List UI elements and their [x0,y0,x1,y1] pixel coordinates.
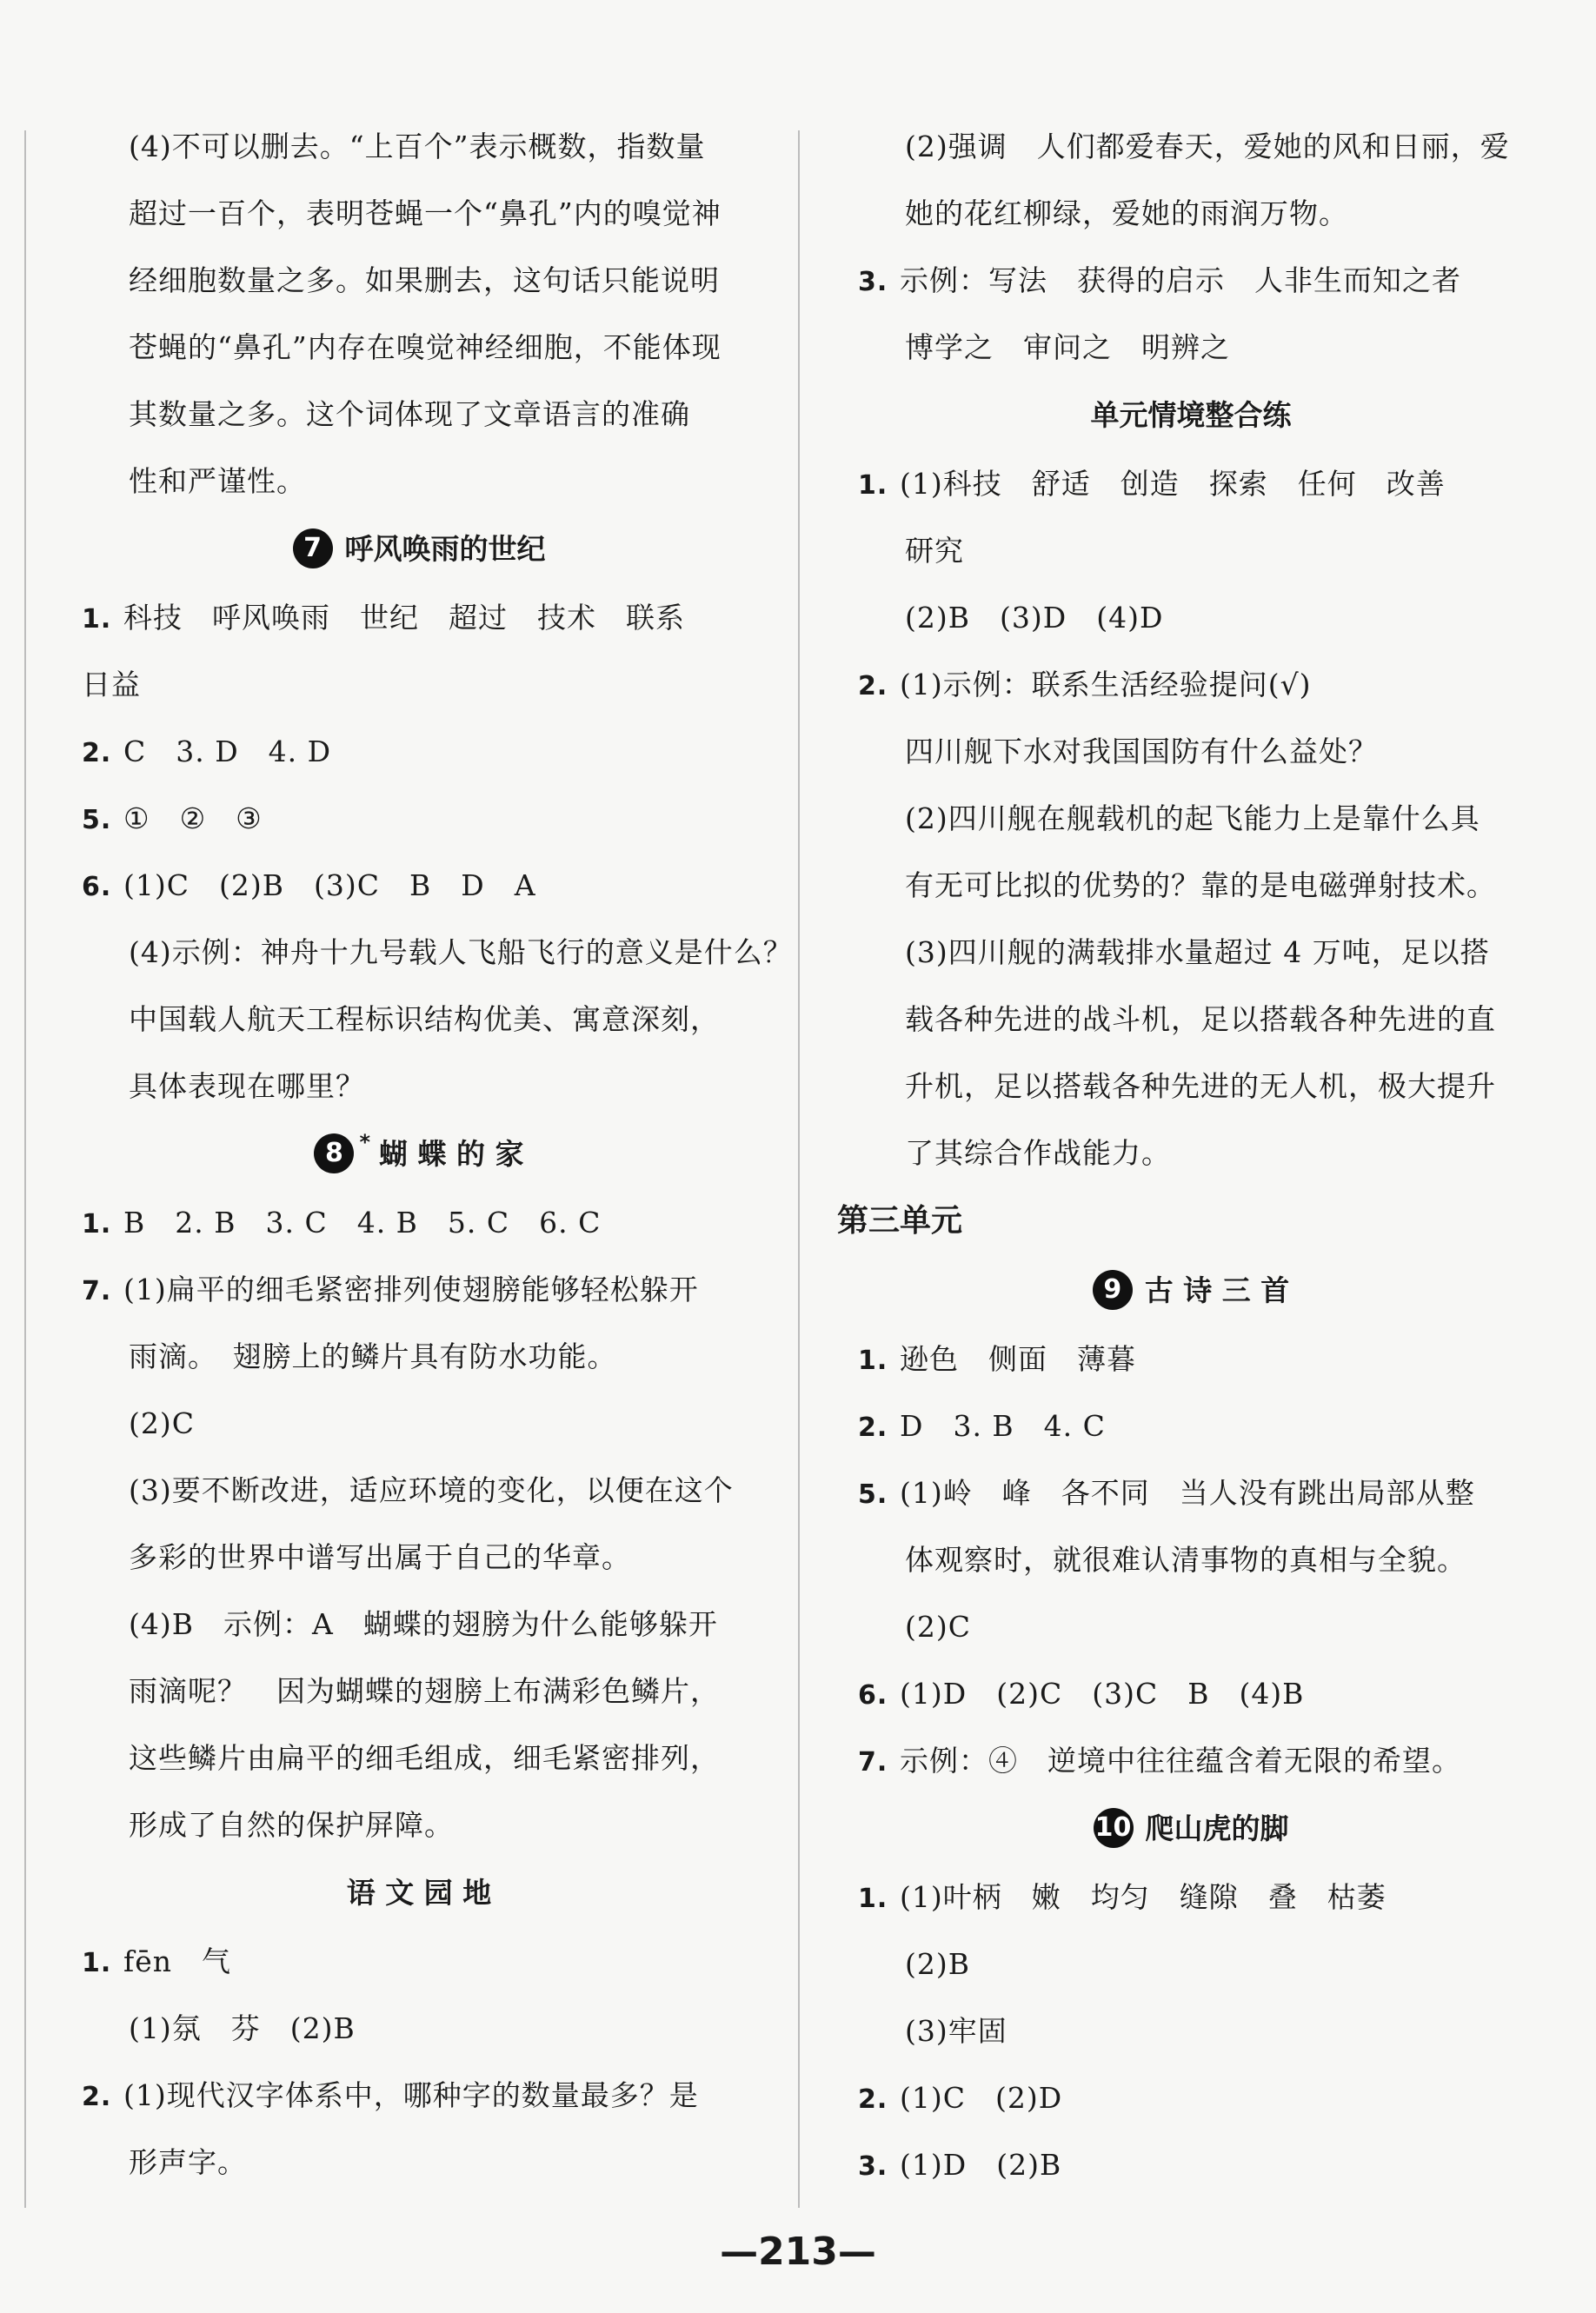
answer-item [848,1326,1534,1392]
left-margin-rule [24,130,26,2208]
answer-item [848,1459,1534,1526]
answer-text: C 3. D 4. D [123,734,332,768]
right-column [837,113,1534,2198]
answer-item [848,2131,1534,2198]
answer-continuation: (4)B 示例：A 蝴蝶的翅膀为什么能够躲开 [129,1607,718,1641]
answer-text: ① ② ③ [123,801,263,835]
answer-item [71,1928,767,1995]
question-number: 2. [82,2082,112,2112]
question-number: 1. [858,1884,888,1914]
answer-continuation: 有无可比拟的优势的？靠的是电磁弹射技术。 [905,868,1496,902]
answer-continuation: 经细胞数量之多。如果删去，这句话只能说明 [129,263,720,297]
answer-item [848,450,1534,517]
answer-continuation: 这些鳞片由扁平的细毛组成，细毛紧密排列， [129,1741,720,1775]
answer-text: (1)D (2)C (3)C B (4)B [900,1677,1305,1711]
answer-continuation: 日益 [82,668,141,701]
optional-lesson-star: * [359,1130,371,1154]
answer-continuation: 形声字。 [129,2145,247,2179]
question-number: 2. [858,1412,888,1443]
lesson-title: 古 诗 三 首 [1144,1273,1290,1307]
answer-continuation: 其数量之多。这个词体现了文章语言的准确 [129,397,690,431]
answer-continuation: 体观察时，就很难认清事物的真相与全貌。 [905,1543,1466,1577]
answer-continuation: 形成了自然的保护屏障。 [129,1808,454,1842]
answer-text: (1)C (2)B (3)C B D A [123,868,536,902]
lesson-number-badge: 10 [1094,1808,1134,1848]
answer-continuation: 博学之 审问之 明辨之 [905,330,1230,364]
answer-item [71,718,767,785]
answer-continuation: (1)氛 芬 (2)B [129,2011,356,2045]
answer-item [71,1189,767,1256]
answer-continuation: (3)要不断改进，适应环境的变化，以便在这个 [129,1473,734,1507]
answer-text: (1)D (2)B [900,2148,1062,2182]
answer-continuation: (2)C [905,1610,971,1644]
lesson-heading [848,1794,1534,1864]
answer-item [71,1256,767,1323]
answer-continuation: 雨滴。 翅膀上的鳞片具有防水功能。 [129,1339,617,1373]
answer-continuation: (2)C [129,1406,195,1440]
answer-continuation: 具体表现在哪里？ [129,1069,365,1103]
answer-continuation: (3)牢固 [905,2014,1007,2048]
lesson-number-badge: 9 [1093,1270,1133,1310]
answer-continuation: (2)B [905,1947,970,1981]
answer-continuation: 载各种先进的战斗机，足以搭载各种先进的直 [905,1002,1496,1036]
lesson-title: 爬山虎的脚 [1145,1811,1289,1845]
lesson-number-badge: 7 [293,528,333,568]
answer-continuation: 研究 [905,534,964,568]
answer-text: (1)C (2)D [900,2081,1063,2115]
question-number: 6. [82,872,112,902]
question-number: 1. [858,1346,888,1376]
section-heading: 单元情境整合练 [1090,398,1292,432]
answer-item [848,1392,1534,1459]
answer-continuation: 超过一百个，表明苍蝇一个“鼻孔”内的嗅觉神 [129,196,722,230]
lesson-title: 蝴 蝶 的 家 [379,1137,524,1171]
question-number: 7. [858,1747,888,1778]
question-number: 1. [82,1948,112,1978]
answer-text: B 2. B 3. C 4. B 5. C 6. C [123,1206,602,1240]
answer-continuation: 四川舰下水对我国国防有什么益处？ [905,734,1378,768]
answer-text: (1)现代汉字体系中，哪种字的数量最多？是 [123,2078,699,2112]
answer-text: 逊色 侧面 薄暮 [900,1342,1136,1376]
answer-item [71,785,767,852]
section-heading: 语 文 园 地 [346,1876,492,1910]
answer-item [848,1660,1534,1727]
lesson-number-badge: 8 [314,1133,354,1173]
answer-item [71,2062,767,2129]
answer-item [71,584,767,651]
answer-continuation: 多彩的世界中谱写出属于自己的华章。 [129,1540,631,1574]
unit-heading: 第三单元 [837,1203,963,1239]
answer-text: D 3. B 4. C [900,1409,1106,1443]
question-number: 3. [858,2151,888,2182]
answer-continuation: 雨滴呢？ 因为蝴蝶的翅膀上布满彩色鳞片， [129,1674,720,1708]
answer-continuation: (4)不可以删去。“上百个”表示概数，指数量 [129,130,706,163]
answer-continuation: 升机，足以搭载各种先进的无人机，极大提升 [905,1069,1496,1103]
answer-continuation: (2)四川舰在舰载机的起飞能力上是靠什么具 [905,801,1480,835]
answer-continuation: 了其综合作战能力。 [905,1136,1171,1170]
answer-continuation: 性和严谨性。 [129,464,306,498]
lesson-heading [848,1256,1534,1326]
answer-item [848,247,1534,314]
question-number: 5. [858,1479,888,1510]
answer-item [848,651,1534,718]
answer-continuation: 中国载人航天工程标识结构优美、寓意深刻， [129,1002,720,1036]
question-number: 1. [858,470,888,501]
answer-item [848,2064,1534,2131]
answer-continuation: (2)强调 人们都爱春天，爱她的风和日丽，爱 [905,130,1510,163]
answer-text: (1)扁平的细毛紧密排列使翅膀能够轻松躲开 [123,1273,699,1306]
question-number: 2. [858,2084,888,2115]
answer-continuation: (4)示例：神舟十九号载人飞船飞行的意义是什么？ [129,935,793,969]
answer-text: 科技 呼风唤雨 世纪 超过 技术 联系 [123,601,685,635]
lesson-heading [71,515,767,584]
question-number: 1. [82,604,112,635]
answer-text: (1)叶柄 嫩 均匀 缝隙 叠 枯萎 [900,1880,1387,1914]
question-number: 7. [82,1276,112,1306]
question-number: 3. [858,267,888,297]
answer-continuation: (3)四川舰的满载排水量超过 4 万吨，足以搭 [905,935,1490,969]
answer-continuation: (2)B (3)D (4)D [905,601,1164,635]
answer-text: (1)示例：联系生活经验提问(√) [900,668,1312,701]
answer-continuation: 她的花红柳绿，爱她的雨润万物。 [905,196,1348,230]
left-column [71,113,793,2196]
question-number: 6. [858,1680,888,1711]
answer-text: 示例：④ 逆境中往往蕴含着无限的希望。 [900,1744,1461,1778]
answer-text: (1)科技 舒适 创造 探索 任何 改善 [900,467,1446,501]
answer-continuation: 苍蝇的“鼻孔”内存在嗅觉神经细胞，不能体现 [129,330,722,364]
question-number: 5. [82,805,112,835]
question-number: 1. [82,1209,112,1240]
question-number: 2. [858,671,888,701]
answer-text: 示例：写法 获得的启示 人非生而知之者 [900,263,1461,297]
answer-item [848,1727,1534,1794]
lesson-title: 呼风唤雨的世纪 [344,532,546,566]
answer-item [71,852,767,919]
answer-item [848,1864,1534,1931]
answer-text: (1)岭 峰 各不同 当人没有跳出局部从整 [900,1476,1475,1510]
question-number: 2. [82,738,112,768]
column-divider [798,130,800,2208]
answer-text: fēn 气 [123,1944,231,1978]
lesson-heading [71,1120,767,1189]
page-number: —213— [720,2230,876,2274]
